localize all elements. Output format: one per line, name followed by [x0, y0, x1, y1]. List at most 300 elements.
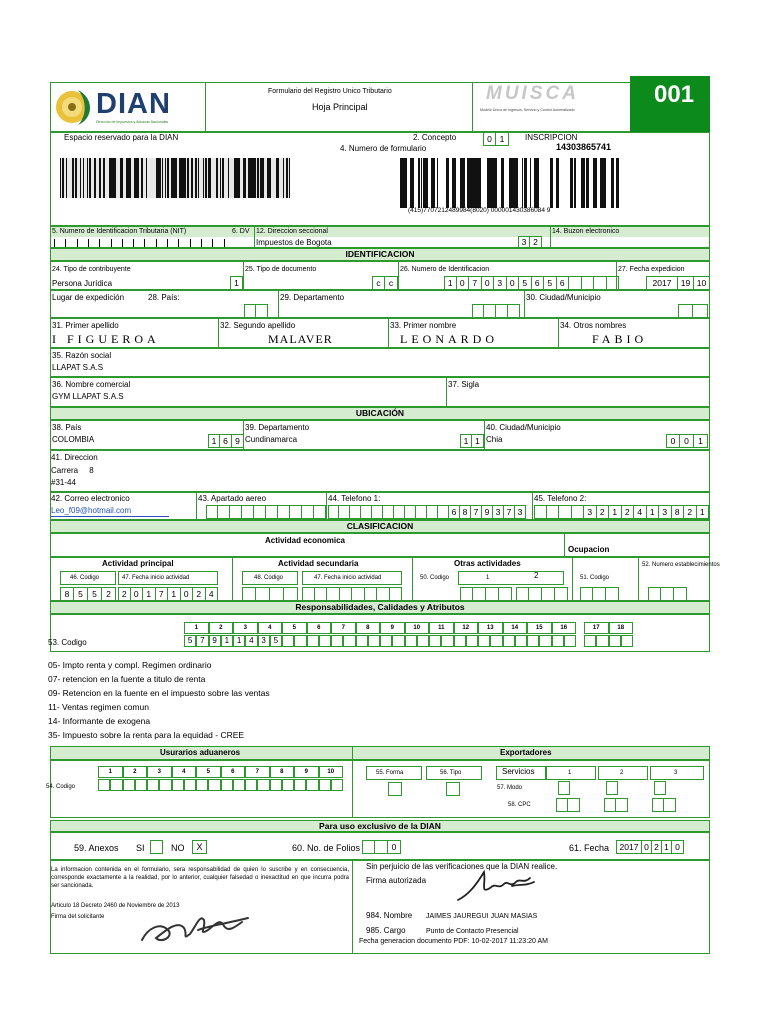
- actividad-codigo-cell: 5: [74, 587, 88, 601]
- actividad-codigo-cell: 2: [102, 587, 116, 601]
- direccion-label: 41. Direccion: [51, 453, 98, 462]
- telefono2-cell: 1: [609, 505, 622, 519]
- legal-text: La informacion contenida en el formulario, sera responsabilidad de quien lo suscribe y en consecuencia, corresponde exactamente a la realidad, por lo anterior, cualquier falsedad o inexactitud en que incurra podra ser sancionada.: [51, 867, 349, 889]
- responsabilidad-item: 35- Impuesto sobre la renta para la equidad - CREE: [48, 730, 245, 740]
- tipo-contribuyente-label: 24. Tipo de contribuyente: [52, 266, 131, 273]
- nit-tick: [201, 239, 202, 247]
- cargo-985-value: Punto de Contacto Presencial: [426, 928, 519, 935]
- ubicacion-header: UBICACIÓN: [50, 407, 710, 420]
- segundo-apellido-value: MALAVER: [268, 332, 333, 346]
- responsabilidad-header-cell: 15: [527, 622, 552, 634]
- aduanero-code-cell: [135, 779, 147, 791]
- establecimientos-cell: [648, 587, 661, 601]
- actividad-fecha-cell: 0: [131, 587, 144, 601]
- responsabilidad-code-cell: [454, 635, 466, 647]
- responsabilidad-code-cell: [405, 635, 417, 647]
- actividad-principal-title: Actividad principal: [102, 559, 174, 568]
- numero-identificacion-label: 26. Numero de Identificacion: [400, 266, 490, 273]
- form-title: Formulario del Registro Unico Tributario: [268, 88, 392, 95]
- actividad-codigo-digits: [60, 587, 116, 601]
- reserved-label: Espacio reservado para la DIAN: [64, 133, 179, 142]
- ubic-pais-value: COLOMBIA: [52, 435, 95, 444]
- responsabilidad-code-cell: [564, 635, 576, 647]
- fecha-61-value: 2017 0 2 1 0: [616, 840, 684, 854]
- otras-cell: [473, 587, 486, 601]
- actividad-secundaria-title: Actividad secundaria: [278, 559, 359, 568]
- buzon-label: 14. Buzon electronico: [552, 228, 620, 235]
- nombre-comercial-label: 36. Nombre comercial: [52, 380, 131, 389]
- direccion-line-2: #31-44: [51, 478, 76, 487]
- responsabilidad-header-cell: 11: [429, 622, 454, 634]
- primer-nombre-value: LEONARDO: [400, 332, 498, 346]
- nit-tick: [190, 239, 191, 247]
- sigla-label: 37. Sigla: [448, 380, 480, 389]
- folios-cells: 0: [362, 840, 401, 854]
- telefono2-cell: [559, 505, 572, 519]
- telefono1-cell: [339, 505, 350, 519]
- apartado-cell: [290, 505, 302, 519]
- razon-social-label: 35. Razón social: [52, 351, 112, 360]
- responsabilidad-header-cell: 6: [307, 622, 332, 634]
- responsabilidad-header-cell: 18: [609, 622, 634, 634]
- servicio-col-2: 2: [620, 770, 624, 776]
- telefono1-cell: 9: [482, 505, 493, 519]
- modo-cells-3: [654, 781, 666, 795]
- aduanero-code-cell: [319, 779, 331, 791]
- responsabilidad-header-cell: 17: [584, 622, 609, 634]
- modo-cells: [558, 781, 570, 795]
- departamento-label: 29. Departamento: [280, 293, 345, 302]
- ubic-depto-code: 1 1: [460, 434, 484, 448]
- ocupacion-cell: [580, 587, 593, 601]
- otras-cells-1: [460, 587, 512, 601]
- aduanero-header-cell: 1: [98, 766, 123, 778]
- barcode-text: (415)7707212489984(8020) 000001430386084 9: [408, 207, 551, 214]
- telefono2-cell: [572, 505, 585, 519]
- generacion-pdf-text: Fecha generacion documento PDF: 10-02-2017 11:23:20 AM: [359, 938, 548, 945]
- fecha-47-label: 47. Fecha inicio actividad: [122, 575, 190, 581]
- correo-label: 42. Correo electronico: [51, 494, 130, 503]
- actividad-fecha-cell: 1: [143, 587, 156, 601]
- telefono1-cell: 8: [460, 505, 471, 519]
- numero-identificacion-cell: 5: [544, 276, 557, 290]
- direccion-seccional-code: 3 2: [518, 236, 542, 248]
- secundaria-codigo-cell: [270, 587, 284, 601]
- apartado-cell: [218, 505, 230, 519]
- establecimientos-cell: [661, 587, 674, 601]
- establecimientos-cells: [648, 587, 687, 601]
- numero-identificacion-cell: 3: [494, 276, 507, 290]
- aduaneros-header: Usurarios aduaneros: [160, 748, 241, 757]
- ocupacion-cell: [606, 587, 619, 601]
- actividad-title-row: [50, 533, 710, 557]
- anexos-no-box[interactable]: X: [192, 840, 207, 854]
- telefono1-cell: [416, 505, 427, 519]
- nit-tick: [65, 239, 66, 247]
- correo-value[interactable]: Leo_f09@hotmail.com: [51, 507, 169, 517]
- codigo-50-label: 50. Codigo: [420, 575, 450, 581]
- secundaria-fecha-cell: [302, 587, 315, 601]
- uso-dian-header: Para uso exclusivo de la DIAN: [50, 820, 710, 832]
- aduanero-code-cell: [172, 779, 184, 791]
- responsabilidad-code-cell: [356, 635, 368, 647]
- ciudad-code-empty: [678, 304, 708, 318]
- responsabilidad-code-cell: [478, 635, 490, 647]
- responsabilidad-header-cell: 7: [331, 622, 356, 634]
- responsabilidad-code-cell: [368, 635, 380, 647]
- apartado-cell: [266, 505, 278, 519]
- responsabilidad-header-cell: 8: [356, 622, 381, 634]
- ciudad-label: 30. Ciudad/Municipio: [526, 293, 601, 302]
- muisca-subtitle: Modelo Único de Ingresos, Servicio y Control Automatizado: [480, 108, 575, 112]
- responsabilidad-code-cell: [331, 635, 343, 647]
- servicio-col-3: 3: [674, 770, 678, 776]
- logo-text: DIAN: [96, 88, 171, 120]
- numero-identificacion-cell: 6: [532, 276, 545, 290]
- otras-cell: [529, 587, 542, 601]
- form-number: 001: [654, 81, 695, 108]
- responsabilidad-header-cell: 9: [380, 622, 405, 634]
- fecha-expedicion-value: 2017 19 10: [646, 276, 710, 290]
- numero-identificacion-cell: [607, 276, 620, 290]
- responsabilidad-code-cell: 4: [245, 635, 257, 647]
- codigo-48-label: 48. Codigo: [254, 575, 284, 581]
- primer-apellido-label: 31. Primer apellido: [52, 321, 119, 330]
- telefono2-label: 45. Telefono 2:: [534, 494, 587, 503]
- aduanero-header-cell: 7: [245, 766, 270, 778]
- ubic-depto-value: Cundinamarca: [245, 435, 298, 444]
- secundaria-fecha-cell: [365, 587, 378, 601]
- aduanero-header-cell: 10: [319, 766, 344, 778]
- secundaria-codigo-cell: [256, 587, 270, 601]
- cpc-cells-1: [556, 798, 580, 812]
- muisca-logo: MUISCA: [486, 83, 579, 104]
- solicitante-signature-image: [138, 900, 258, 950]
- anexos-label: 59. Anexos: [74, 843, 119, 853]
- telefono1-cell: [328, 505, 339, 519]
- otras-cell: [486, 587, 499, 601]
- telefono1-cell: [383, 505, 394, 519]
- codigo-54-label: 54. Codigo: [46, 784, 76, 790]
- otras-cell: [516, 587, 529, 601]
- telefono1-cell: [350, 505, 361, 519]
- apartado-cell: [242, 505, 254, 519]
- exportadores-header: Exportadores: [500, 748, 552, 757]
- otras-cell: [499, 587, 512, 601]
- responsabilidad-code-cell: [392, 635, 404, 647]
- responsabilidad-code-cell: [441, 635, 453, 647]
- concepto-code: 0 1: [483, 132, 509, 146]
- numero-identificacion-cell: 7: [469, 276, 482, 290]
- modo-cells-2: [606, 781, 618, 795]
- responsabilidad-header-cell: 14: [503, 622, 528, 634]
- responsabilidad-item: 11- Ventas regimen comun: [48, 702, 149, 712]
- numero-identificacion-digits: [444, 276, 619, 290]
- responsabilidad-header-cell: 1: [184, 622, 209, 634]
- telefono2-cell: 1: [697, 505, 710, 519]
- anexos-si-box[interactable]: [150, 840, 163, 854]
- concepto-text: INSCRIPCION: [525, 133, 578, 142]
- secundaria-fecha-cell: [315, 587, 328, 601]
- telefono2-cell: 8: [672, 505, 685, 519]
- telefono1-cell: [394, 505, 405, 519]
- numero-identificacion-cell: 6: [557, 276, 570, 290]
- dian-barcode-image: [60, 158, 290, 198]
- anexos-no: NO: [171, 843, 185, 853]
- telefono1-cell: 3: [493, 505, 504, 519]
- telefono2-cell: [534, 505, 547, 519]
- apartado-cell: [230, 505, 242, 519]
- secundaria-fecha-cell: [340, 587, 353, 601]
- numero-identificacion-cell: [569, 276, 582, 290]
- responsabilidad-code-cell: [621, 635, 633, 647]
- aduanero-header-cell: 3: [147, 766, 172, 778]
- numero-identificacion-cell: 0: [457, 276, 470, 290]
- responsabilidad-item: 14- Informante de exogena: [48, 716, 151, 726]
- nombre-comercial-value: GYM LLAPAT S.A.S: [52, 392, 124, 401]
- primer-nombre-label: 33. Primer nombre: [390, 321, 457, 330]
- establecimientos-cell: [674, 587, 687, 601]
- ubic-pais-code: 1 6 9: [208, 434, 244, 448]
- responsabilidad-header-cell: 13: [478, 622, 503, 634]
- aduanero-code-cell: [110, 779, 122, 791]
- otros-nombres-label: 34. Otros nombres: [560, 321, 627, 330]
- verificaciones-text: Sin perjuicio de las verificaciones que la DIAN realice.: [366, 862, 558, 871]
- cpc-cells-2: [604, 798, 628, 812]
- codigo-53-label: 53. Codigo: [48, 638, 87, 647]
- nit-tick: [77, 239, 78, 247]
- apartado-cell: [314, 505, 326, 519]
- aduanero-header-cell: 9: [294, 766, 319, 778]
- servicios-label: Servicios: [502, 767, 535, 776]
- actividad-fecha-cell: 4: [206, 587, 219, 601]
- telefono2-cell: 2: [684, 505, 697, 519]
- modo-57-label: 57. Modo: [497, 785, 523, 791]
- aduanero-code-cell: [184, 779, 196, 791]
- ubic-depto-label: 39. Departamento: [245, 423, 310, 432]
- actividad-fecha-cell: 0: [181, 587, 194, 601]
- responsabilidad-code-cell: [429, 635, 441, 647]
- codigo-51-label: 51. Codigo: [580, 575, 610, 581]
- cargo-985-label: 985. Cargo: [366, 926, 406, 935]
- aduanero-code-cell: [282, 779, 294, 791]
- nombre-984-label: 984. Nombre: [366, 911, 413, 920]
- actividad-fecha-cell: 2: [193, 587, 206, 601]
- responsabilidad-code-cell: [417, 635, 429, 647]
- numero-identificacion-cell: 5: [519, 276, 532, 290]
- nit-tick: [156, 239, 157, 247]
- responsabilidad-header-cell: 2: [209, 622, 234, 634]
- nit-label: 5. Numero de Identificacion Tributaria (NIT): [52, 228, 187, 235]
- aduanero-code-cell: [221, 779, 233, 791]
- secundaria-codigo-cell: [242, 587, 256, 601]
- lugar-expedicion-label: Lugar de expedición: [52, 293, 125, 302]
- telefono2-cell: 3: [659, 505, 672, 519]
- responsabilidad-code-cell: 5: [270, 635, 282, 647]
- pais-code-empty: [244, 304, 268, 318]
- telefono1-cell: 3: [515, 505, 526, 519]
- ocupacion-cells: [580, 587, 619, 601]
- aduanero-header-cell: 4: [172, 766, 197, 778]
- secundaria-fecha-cell: [377, 587, 390, 601]
- responsabilidad-header-cell: 4: [258, 622, 283, 634]
- decreto-text: Articulo 18 Decreto 2460 de Noviembre de 2013: [51, 903, 180, 909]
- numero-formulario-label: 4. Numero de formulario: [340, 144, 427, 153]
- responsabilidad-code-cell: [503, 635, 515, 647]
- responsabilidad-code-cell: 3: [258, 635, 270, 647]
- nit-tick: [122, 239, 123, 247]
- numero-identificacion-cell: 0: [507, 276, 520, 290]
- apartado-cell: [302, 505, 314, 519]
- ubic-ciudad-code: 0 0 1: [666, 434, 708, 448]
- responsabilidad-header-cell: 12: [454, 622, 479, 634]
- cpc-58-label: 58. CPC: [508, 802, 531, 808]
- aduanero-header-cell: 6: [221, 766, 246, 778]
- codigo-50-number-2: 2: [534, 571, 539, 580]
- fecha-49-label: 47. Fecha inicio actividad: [314, 575, 382, 581]
- aduanero-code-cell: [331, 779, 343, 791]
- actividad-economica-title: Actividad economica: [264, 536, 346, 545]
- dv-label: 6. DV: [232, 228, 250, 235]
- nit-tick: [144, 239, 145, 247]
- responsabilidad-item: 09- Retencion en la fuente en el impuesto sobre las ventas: [48, 688, 270, 698]
- responsabilidad-code-cell: [584, 635, 596, 647]
- responsabilidad-code-cell: [596, 635, 608, 647]
- departamento-code-empty: [472, 304, 520, 318]
- ubicacion-row-1: [50, 420, 710, 450]
- nit-digit-ticks: [54, 239, 234, 247]
- responsabilidad-item: 05- Impto renta y compl. Regimen ordinario: [48, 660, 212, 670]
- direccion-line-1: Carrera 8: [51, 466, 94, 475]
- actividad-codigo-cell: 8: [60, 587, 74, 601]
- secundaria-codigo-cell: [284, 587, 298, 601]
- responsabilidades-header: Responsabilidades, Calidades y Atributos: [50, 601, 710, 614]
- telefono1-cell: [405, 505, 416, 519]
- tipo-contribuyente-value: Persona Jurídica: [52, 279, 113, 288]
- numero-identificacion-cell: [582, 276, 595, 290]
- aduanero-code-cell: [257, 779, 269, 791]
- responsabilidad-code-cell: [539, 635, 551, 647]
- tipo-documento-label: 25. Tipo de documento: [245, 266, 317, 273]
- codigo-46-label: 46. Codigo: [70, 575, 100, 581]
- numero-identificacion-cell: 1: [444, 276, 457, 290]
- responsabilidad-code-cell: [609, 635, 621, 647]
- direccion-row: [50, 450, 710, 492]
- numero-identificacion-cell: [594, 276, 607, 290]
- concepto-label: 2. Concepto: [413, 133, 457, 142]
- logo-subtitle: Dirección de Impuestos y Aduanas Nacionales: [96, 120, 169, 124]
- apartado-cell: [206, 505, 218, 519]
- nit-tick: [111, 239, 112, 247]
- razon-social-row: [50, 348, 710, 377]
- nit-tick: [178, 239, 179, 247]
- telefono1-cell: 7: [471, 505, 482, 519]
- aduanero-code-cell: [245, 779, 257, 791]
- rut-form: [46, 81, 720, 977]
- otros-nombres-value: FABIO: [592, 332, 648, 346]
- aduanero-header-cell: 5: [196, 766, 221, 778]
- apartado-cell: [254, 505, 266, 519]
- ubic-ciudad-label: 40. Ciudad/Municipio: [486, 423, 561, 432]
- ubic-pais-label: 38. País: [52, 423, 82, 432]
- telefono1-cell: [372, 505, 383, 519]
- responsabilidad-code-cell: [319, 635, 331, 647]
- nit-tick: [224, 239, 225, 247]
- ocupacion-cell: [593, 587, 606, 601]
- nit-tick: [167, 239, 168, 247]
- nit-tick: [88, 239, 89, 247]
- razon-social-value: LLAPAT S.A.S: [52, 363, 104, 372]
- tipo-56-label: 56. Tipo: [440, 770, 462, 776]
- responsabilidad-code-cell: [294, 635, 306, 647]
- nit-tick: [99, 239, 100, 247]
- telefono2-cell: 2: [622, 505, 635, 519]
- responsabilidad-code-cell: [466, 635, 478, 647]
- actividad-fecha-digits: [118, 587, 218, 601]
- codigo-50-number-1: 1: [486, 575, 490, 581]
- responsabilidad-code-cell: [490, 635, 502, 647]
- aduanero-code-cell: [233, 779, 245, 791]
- numero-formulario-value: 14303865741: [556, 142, 612, 152]
- nombre-984-value: JAIMES JAUREGUI JUAN MASIAS: [426, 913, 538, 920]
- direccion-seccional-value: Impuestos de Bogota: [256, 238, 332, 247]
- responsabilidad-code-cell: [307, 635, 319, 647]
- apartado-cell: [278, 505, 290, 519]
- telefono2-cell: 4: [634, 505, 647, 519]
- numero-identificacion-cell: 0: [482, 276, 495, 290]
- aduanero-code-cell: [98, 779, 110, 791]
- fecha-expedicion-label: 27. Fecha expedicion: [618, 266, 685, 273]
- responsabilidad-code-cell: 7: [196, 635, 208, 647]
- forma-55-label: 55. Forma: [376, 770, 404, 776]
- aduanero-code-cell: [306, 779, 318, 791]
- responsabilidad-code-cell: 1: [233, 635, 245, 647]
- aduanero-code-cell: [196, 779, 208, 791]
- secundaria-fecha-cell: [390, 587, 403, 601]
- telefono2-cell: [547, 505, 560, 519]
- folios-label: 60. No. de Folios: [292, 843, 361, 853]
- secundaria-fecha-cells: [302, 587, 402, 601]
- otras-actividades-title: Otras actividades: [454, 559, 521, 568]
- telefono1-cell: [361, 505, 372, 519]
- form-number-badge: [630, 76, 710, 132]
- secundaria-fecha-cell: [327, 587, 340, 601]
- ocupacion-title: Ocupacion: [568, 545, 610, 554]
- telefono1-label: 44. Telefono 1:: [328, 494, 381, 503]
- aduanero-code-cell: [123, 779, 135, 791]
- responsabilidad-code-cell: [282, 635, 294, 647]
- responsabilidad-item: 07- retencion en la fuente a titulo de renta: [48, 674, 206, 684]
- responsabilidad-header-cell: 5: [282, 622, 307, 634]
- telefono1-cell: [427, 505, 438, 519]
- telefono2-digits: [534, 505, 709, 519]
- secundaria-fecha-cell: [352, 587, 365, 601]
- responsabilidad-code-cell: 9: [209, 635, 221, 647]
- telefono2-cell: 2: [597, 505, 610, 519]
- aduanero-code-cell: [147, 779, 159, 791]
- telefono1-digits: [328, 505, 526, 519]
- otras-cell: [460, 587, 473, 601]
- clasificacion-header: CLASIFICACION: [50, 520, 710, 533]
- otras-cell: [542, 587, 555, 601]
- actividad-fecha-cell: 1: [168, 587, 181, 601]
- nit-tick: [54, 239, 55, 247]
- nit-tick: [212, 239, 213, 247]
- cpc-cells-3: [652, 798, 676, 812]
- secundaria-codigo-cells: [242, 587, 298, 601]
- anexos-si: SI: [136, 843, 145, 853]
- aduanero-code-cell: [294, 779, 306, 791]
